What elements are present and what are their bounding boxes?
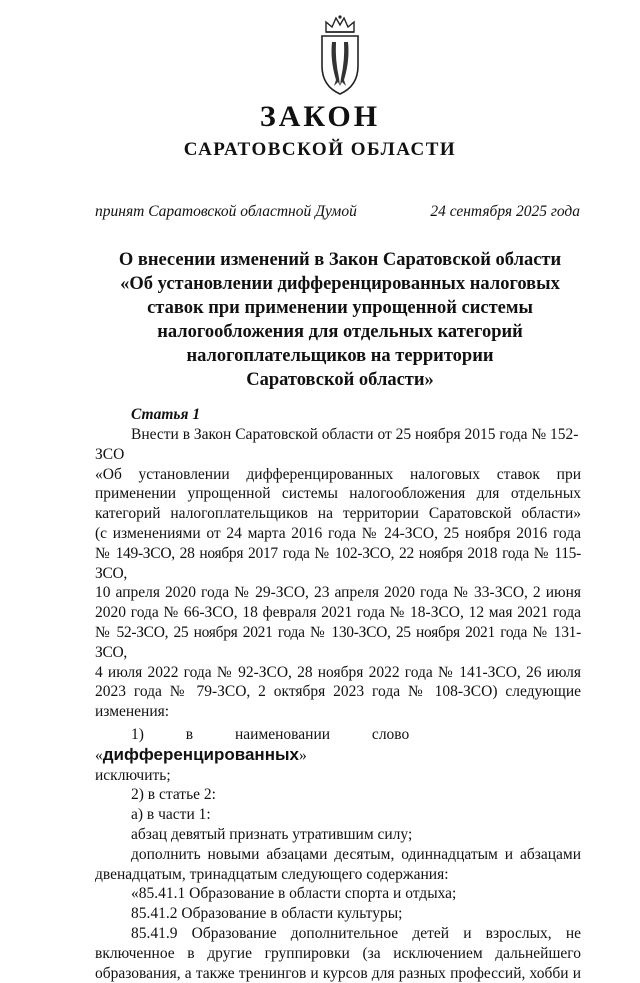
body-line: 2020 года № 66-ЗСО, 18 февраля 2021 года № 18-ЗСО, 12 мая 2021 года bbox=[95, 604, 581, 622]
body-line: (с изменениями от 24 марта 2016 года № 24-ЗСО, 25 ноября 2016 года bbox=[95, 524, 581, 542]
item-1 bbox=[95, 725, 581, 766]
body-line: 10 апреля 2020 года № 29-ЗСО, 23 апреля 2020 года № 33-ЗСО, 2 июня bbox=[95, 584, 581, 602]
body-line: 4 июля 2022 года № 92-ЗСО, 28 ноября 2022 года № 141-ЗСО, 26 июля bbox=[95, 663, 581, 681]
body-line: № 52-ЗСО, 25 ноября 2021 года № 130-ЗСО, 25 ноября 2021 года № 131-ЗСО, bbox=[95, 623, 581, 661]
abzac-9: абзац девятый признать утратившим силу; bbox=[131, 825, 413, 843]
code-line: образования, а также тренингов и курсов для разных профессий, хобби и bbox=[95, 964, 581, 982]
item-1-word: дифференцированных bbox=[102, 744, 299, 764]
code-line: 85.41.2 Образование в области культуры; bbox=[131, 905, 403, 923]
law-heading-line: «Об установлении дифференцированных налоговых bbox=[120, 274, 560, 294]
code-line: 85.41.9 Образование дополнительное детей и взрослых, не bbox=[131, 924, 581, 942]
law-heading-line: О внесении изменений в Закон Саратовской области bbox=[118, 250, 562, 270]
code-line: «85.41.1 Образование в области спорта и отдыха; bbox=[131, 885, 457, 903]
body-line: категорий налогоплательщиков на территории Саратовской области» bbox=[95, 505, 581, 523]
law-heading-line: ставок при применении упрощенной системы bbox=[147, 298, 533, 318]
adopted-by: принят Саратовской областной Думой bbox=[95, 203, 357, 220]
body-line: применении упрощенной системы налогообложения для отдельных bbox=[95, 485, 581, 503]
law-heading-line: налогоплательщиков на территории bbox=[186, 346, 494, 366]
addition-line: двенадцатым, тринадцатым следующего содержания: bbox=[95, 865, 449, 883]
body-line: № 149-ЗСО, 28 ноября 2017 года № 102-ЗСО, 22 ноября 2018 года № 115-ЗСО, bbox=[95, 544, 581, 582]
body-line: «Об установлении дифференцированных налоговых ставок при bbox=[95, 465, 581, 483]
article-body bbox=[95, 425, 581, 983]
addition-line: дополнить новыми абзацами десятым, одиннадцатым и абзацами bbox=[131, 845, 581, 863]
body-line: 2023 года № 79-ЗСО, 2 октября 2023 года № 108-ЗСО) следующие bbox=[95, 683, 581, 701]
item-1-prefix: 1) в наименовании слово « bbox=[95, 725, 410, 764]
item-1-suffix: » bbox=[298, 746, 307, 764]
body-line: изменения: bbox=[95, 703, 170, 721]
code-line: включенное в другие группировки (за исключением дальнейшего bbox=[95, 944, 581, 962]
law-heading-line: Саратовской области» bbox=[246, 370, 434, 390]
law-heading bbox=[80, 248, 600, 392]
item-2: 2) в статье 2: bbox=[131, 786, 216, 804]
coat-of-arms-icon bbox=[316, 14, 364, 98]
article-title: Статья 1 bbox=[131, 406, 201, 423]
document-subtitle: САРАТОВСКОЙ ОБЛАСТИ bbox=[183, 139, 457, 160]
law-heading-line: налогообложения для отдельных категорий bbox=[157, 322, 523, 342]
document-title: ЗАКОН bbox=[259, 100, 381, 133]
adoption-date: 24 сентября 2025 года bbox=[430, 203, 580, 220]
item-1-end: исключить; bbox=[95, 766, 171, 784]
body-line: Внести в Закон Саратовской области от 25 ноября 2015 года № 152-ЗСО bbox=[95, 426, 579, 463]
item-2a: а) в части 1: bbox=[131, 806, 211, 824]
